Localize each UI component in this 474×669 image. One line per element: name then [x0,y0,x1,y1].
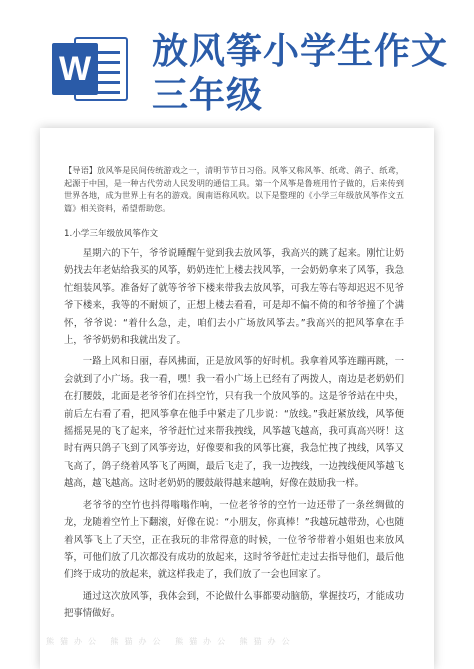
body-paragraph: 星期六的下午，爷爷说睡醒午觉到我去放风筝，我高兴的跳了起来。刚忙让奶奶找去年老姑给我买的风筝，奶奶连忙上楼去找风筝，一会奶奶拿来了风筝，我急忙组装风筝。准备好了就等爷爷下楼来带我去放风筝，可我左等右等却迟迟不见爷爷下楼来，我等的不耐烦了，正想上楼去看看，可是却不偏不倚的和爷爷撞了个满怀，爷爷说：“着什么急，走，咱们去小广场放风筝去。”我高兴的把风筝拿在手上，爷爷奶奶和我就出发了。 [64,248,404,347]
document-line [96,61,120,64]
page-title: 放风筝小学生作文三年级 [152,31,449,116]
header [0,0,474,125]
document-line [96,81,120,84]
body-paragraph: 老爷爷的空竹也抖得嗡嗡作响，一位老爷爷的空竹一边还带了一条丝绸做的龙，龙随着空竹上下翻滚，好像在说：“小朋友，你真棒！”我越玩越带劲，心也随着风筝飞上了天空，正在我玩的非常得意的时候，一位爷爷带着小姐姐也来放风筝，可他们放了几次都没有成功的放起来，这时爷爷赶忙走过去指导他们，最后他们终于成功的放起来，就这样我走了，我们放了一会也回家了。 [64,499,404,581]
word-w-badge: W [52,43,98,95]
document-line [96,91,120,94]
watermark-text: 熊猫办公 熊猫办公 熊猫办公 熊猫办公 [46,637,296,646]
document-page [40,128,434,669]
section-heading: 1.小学三年级放风筝作文 [64,229,159,239]
abstract-paragraph: 【导语】放风筝是民间传统游戏之一，清明节节日习俗。风筝又称风筝、纸鸢、鸽子、纸鸢，起源于中国，是一种古代劳动人民发明的通信工具。第一个风筝是鲁班用竹子做的，后来传到世界各地，成为世界上有名的游戏。闽南语称风吹。以下是整理的《小学三年级放风筝作文五篇》相关资料，希望帮助您。 [64,165,404,213]
word-document-icon [52,33,130,105]
document-content [64,164,404,627]
body-paragraph: 一路上风和日丽，春风拂面，正是放风筝的好时机。我拿着风筝连蹦再跳，一会就到了小广场。我一看，嘿！我一看小广场上已经有了两拨人，南边是老奶奶们在打腰鼓，北面是老爷爷们在抖空竹，只有我一个放风筝的。这是爷爷站在中央，前后左右看了看，把风筝拿在他手中紧走了几步说：“放线。”我赶紧放线，风筝便摇摇晃晃的飞了起来，爷爷赶忙过来帮我拽线，风筝越飞越高，我可真高兴呀！这时有两只鸽子飞到了风筝旁边，好像要和我的风筝比赛，我急忙拽了拽线，风筝又飞高了，鸽子绕着风筝飞了两圈，最后飞走了，我一边拽线，一边拽线便风筝越飞越高，越飞越高。这时老奶奶的腰鼓敲得越来越响，好像在鼓励我一样。 [64,356,404,490]
document-line [96,51,120,54]
document-line [96,71,120,74]
body-paragraph: 通过这次放风筝，我体会到，不论做什么事都要动脑筋，掌握技巧，才能成功把事情做好。 [64,590,404,620]
